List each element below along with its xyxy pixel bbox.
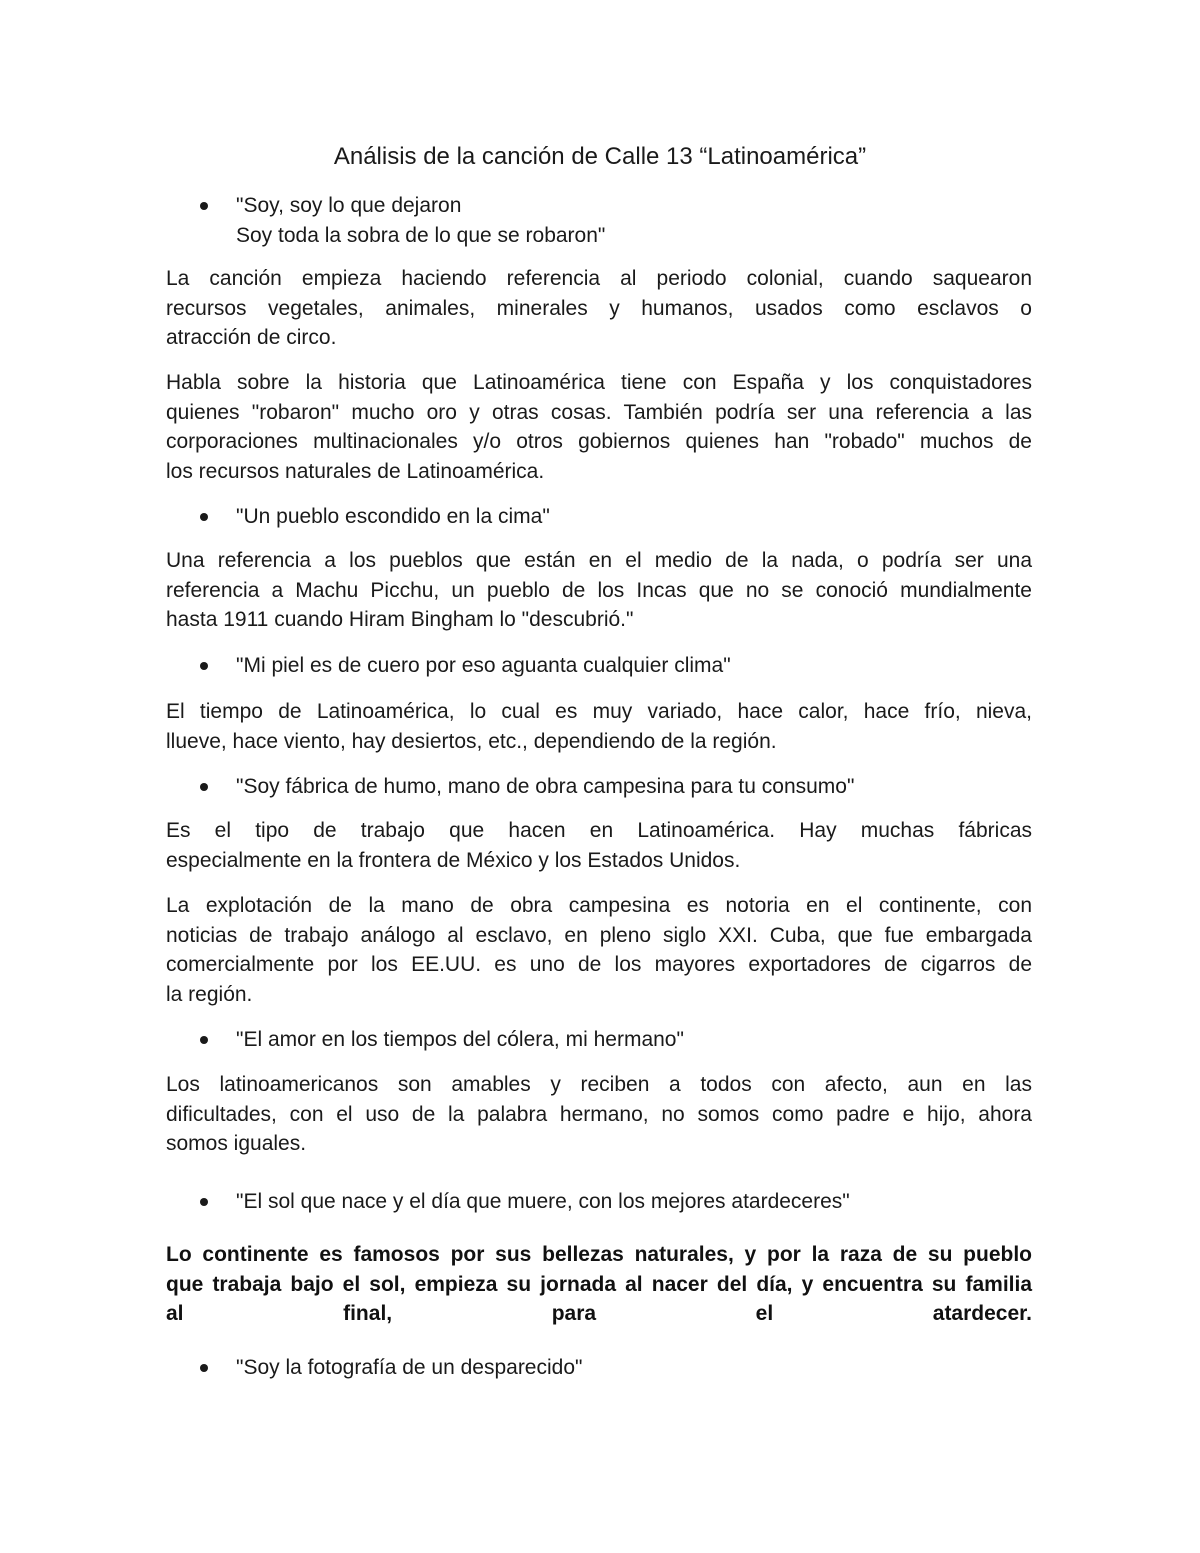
paragraph-line: la región. <box>166 982 253 1006</box>
paragraph-line: que trabaja bajo el sol, empieza su jornada al nacer del día, y encuentra su familia <box>166 1272 1032 1296</box>
bullet-icon <box>200 1036 208 1044</box>
paragraph-line: al final, para el atardecer. <box>166 1302 1032 1325</box>
quote-line: "Mi piel es de cuero por eso aguanta cualquier clima" <box>236 654 731 677</box>
paragraph-line: comercialmente por los EE.UU. es uno de los mayores exportadores de cigarros de <box>166 953 1032 976</box>
paragraph-line: dificultades, con el uso de la palabra hermano, no somos como padre e hijo, ahora <box>166 1102 1032 1126</box>
body-paragraph <box>166 891 1032 1009</box>
paragraph-line: noticias de trabajo análogo al esclavo, en pleno siglo XXI. Cuba, que fue embargada <box>166 923 1032 947</box>
quote-line: "Soy fábrica de humo, mano de obra campesina para tu consumo" <box>236 775 855 798</box>
paragraph-line: corporaciones multinacionales y/o otros gobiernos quienes han "robado" muchos de <box>166 430 1032 453</box>
quote-line: "Un pueblo escondido en la cima" <box>236 505 550 528</box>
bullet-icon <box>200 783 208 791</box>
quote-bullet <box>200 651 1030 681</box>
body-paragraph <box>166 816 1032 875</box>
paragraph-line: recursos vegetales, animales, minerales y humanos, usados como esclavos o <box>166 296 1032 320</box>
quote-line: "Soy, soy lo que dejaron <box>236 194 462 217</box>
quote-text <box>236 1187 850 1217</box>
quote-text <box>236 502 550 532</box>
paragraph-line: referencia a Machu Picchu, un pueblo de los Incas que no se conoció mundialmente <box>166 578 1032 602</box>
paragraph-line: atracción de circo. <box>166 326 337 349</box>
quote-bullet <box>200 1025 1030 1055</box>
quote-text <box>236 191 605 250</box>
body-paragraph <box>166 368 1032 486</box>
quote-text <box>236 772 854 802</box>
quote-line: "Soy la fotografía de un desparecido" <box>236 1356 583 1379</box>
body-paragraph-bold <box>166 1240 1032 1329</box>
bullet-icon <box>200 513 208 521</box>
paragraph-line: Es el tipo de trabajo que hacen en Latinoamérica. Hay muchas fábricas <box>166 819 1032 842</box>
paragraph-line: La canción empieza haciendo referencia al periodo colonial, cuando saquearon <box>166 267 1032 290</box>
quote-bullet <box>200 1353 1030 1383</box>
document-title: Análisis de la canción de Calle 13 “Latinoamérica” <box>333 143 867 170</box>
bullet-icon <box>200 1198 208 1206</box>
quote-bullet <box>200 502 1030 532</box>
paragraph-line: Habla sobre la historia que Latinoamérica tiene con España y los conquistadores <box>166 371 1032 394</box>
quote-line: "El amor en los tiempos del cólera, mi hermano" <box>236 1028 684 1051</box>
quote-line: Soy toda la sobra de lo que se robaron" <box>236 223 606 247</box>
paragraph-line: El tiempo de Latinoamérica, lo cual es muy variado, hace calor, hace frío, nieva, <box>166 700 1032 723</box>
body-paragraph <box>166 546 1032 635</box>
quote-bullet <box>200 772 1030 802</box>
quote-text <box>236 651 731 681</box>
paragraph-line: los recursos naturales de Latinoamérica. <box>166 459 545 483</box>
paragraph-line: Lo continente es famosos por sus bellezas naturales, y por la raza de su pueblo <box>166 1243 1032 1266</box>
body-paragraph <box>166 264 1032 353</box>
paragraph-line: llueve, hace viento, hay desiertos, etc., dependiendo de la región. <box>166 729 777 753</box>
paragraph-line: especialmente en la frontera de México y los Estados Unidos. <box>166 848 741 872</box>
paragraph-line: Una referencia a los pueblos que están en el medio de la nada, o podría ser una <box>166 549 1032 572</box>
bullet-icon <box>200 1364 208 1372</box>
body-paragraph <box>166 697 1032 756</box>
paragraph-line: quienes "robaron" mucho oro y otras cosas. También podría ser una referencia a las <box>166 400 1032 424</box>
paragraph-line: La explotación de la mano de obra campesina es notoria en el continente, con <box>166 894 1032 917</box>
bullet-icon <box>200 662 208 670</box>
quote-bullet <box>200 191 1030 251</box>
quote-bullet <box>200 1187 1030 1217</box>
body-paragraph <box>166 1070 1032 1159</box>
paragraph-line: hasta 1911 cuando Hiram Bingham lo "descubrió." <box>166 608 634 631</box>
quote-text <box>236 1353 582 1383</box>
quote-text <box>236 1025 684 1055</box>
paragraph-line: Los latinoamericanos son amables y reciben a todos con afecto, aun en las <box>166 1073 1032 1096</box>
paragraph-line: somos iguales. <box>166 1132 307 1155</box>
quote-line: "El sol que nace y el día que muere, con los mejores atardeceres" <box>236 1190 850 1213</box>
bullet-icon <box>200 202 208 210</box>
